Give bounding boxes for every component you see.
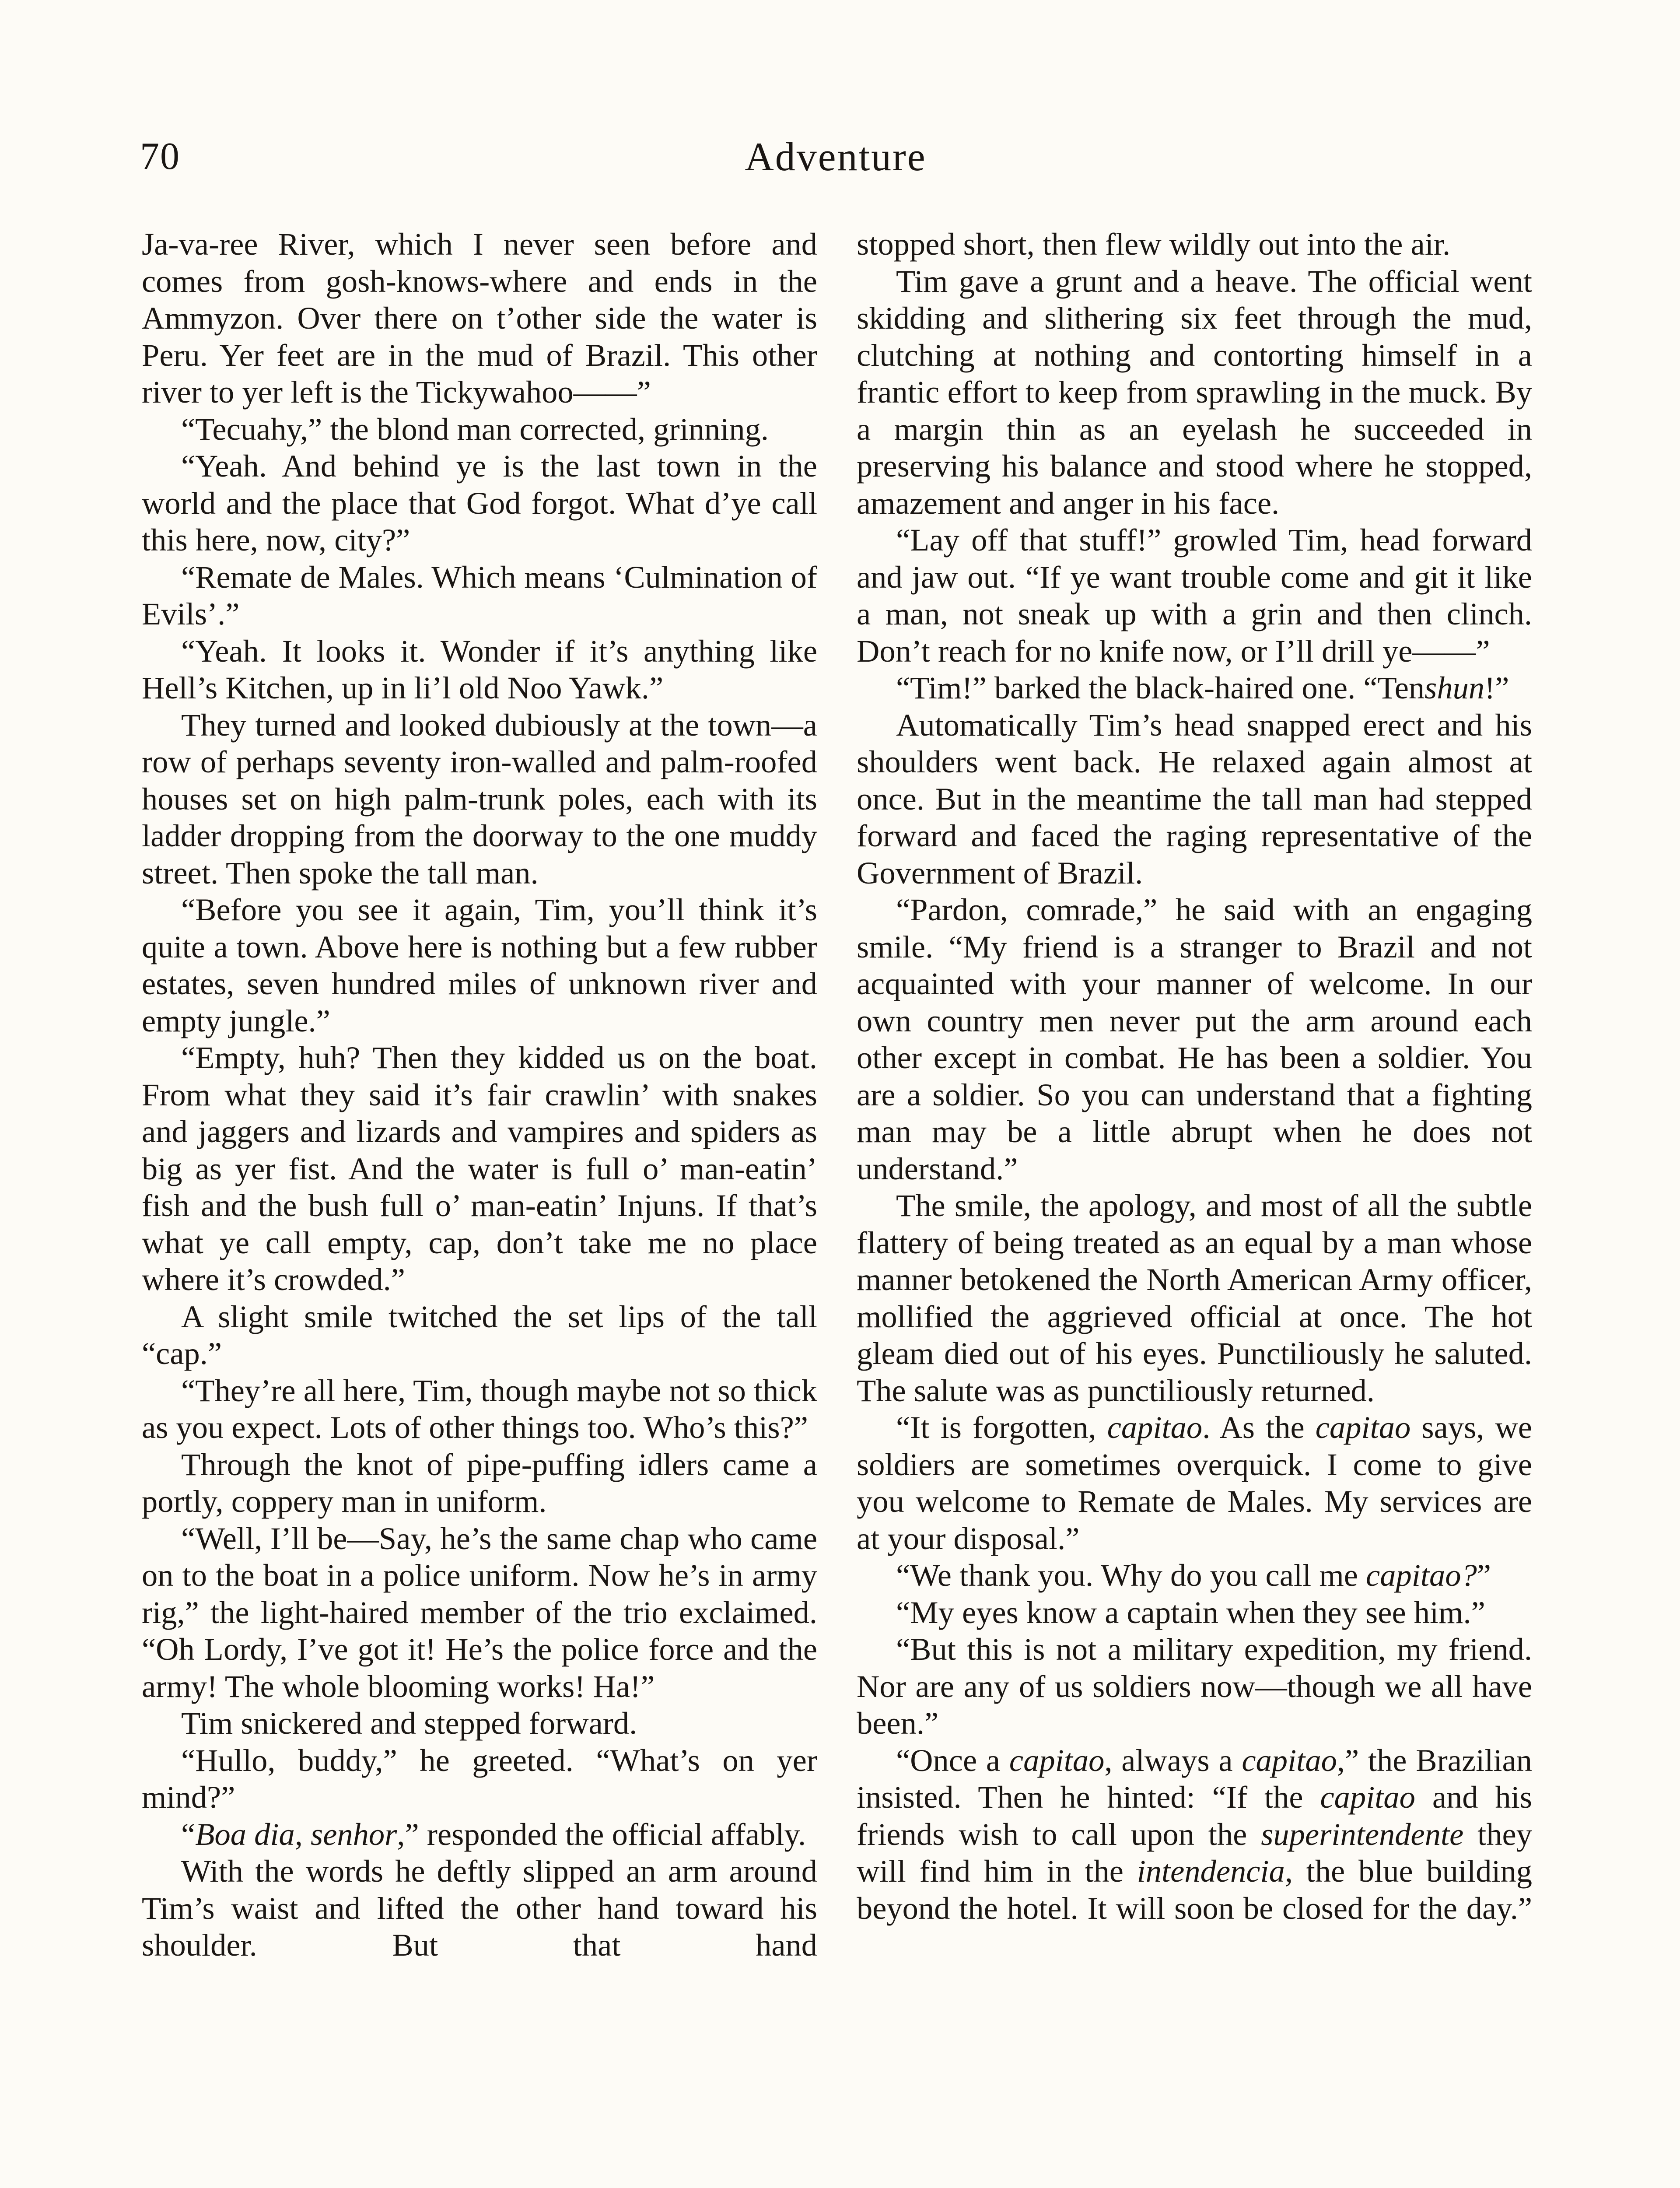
paragraph: stopped short, then flew wildly out into the air. [857, 226, 1451, 262]
page-header [138, 126, 1533, 187]
paragraph: “Boa dia, senhor,” responded the official affably. [181, 1816, 806, 1852]
page-number: 70 [140, 135, 180, 178]
paragraph: Tim gave a grunt and a heave. The official went skidding and slithering six feet through the mud, clutching at nothing and contorting himself in a frantic effort to keep from sprawling in the muck. By a margin thin as an eyelash he succeeded in preserving his balance and stood where he stopped, amazement and anger in his face. [857, 263, 1532, 521]
paragraph: Through the knot of pipe-puffing idlers came a portly, coppery man in uniform. [142, 1446, 817, 1519]
paragraph: “Pardon, comrade,” he said with an engaging smile. “My friend is a stranger to Brazil and not acquainted with your manner of welcome. In our own country men never put the arm around each other except in combat. He has been a soldier. You are a soldier. So you can understand that a fighting man may be a little abrupt when he does not understand.” [857, 892, 1532, 1186]
paragraph: “They’re all here, Tim, though maybe not so thick as you expect. Lots of other things too. Who’s this?” [142, 1372, 817, 1445]
paragraph: Tim snickered and stepped forward. [181, 1705, 637, 1741]
paragraph: “Well, I’ll be—Say, he’s the same chap who came on to the boat in a police uniform. Now he’s in army rig,” the light-haired member of the trio exclaimed. “Oh Lordy, I’ve got it! He’s the police force and the army! The whole blooming works! Ha!” [142, 1520, 817, 1704]
paragraph: “Lay off that stuff!” growled Tim, head forward and jaw out. “If ye want trouble come and git it like a man, not sneak up with a grin and then clinch. Don’t reach for no knife now, or I’ll drill ye——” [857, 522, 1532, 669]
paragraph: A slight smile twitched the set lips of the tall “cap.” [142, 1298, 817, 1371]
paragraph: “It is forgotten, capitao. As the capitao says, we soldiers are sometimes overquick. I come to give you welcome to Remate de Males. My services are at your disposal.” [857, 1410, 1532, 1556]
paragraph: “Hullo, buddy,” he greeted. “What’s on yer mind?” [142, 1742, 817, 1815]
paragraph: “Yeah. It looks it. Wonder if it’s anything like Hell’s Kitchen, up in li’l old Noo Yawk.” [142, 633, 817, 705]
paragraph: “Empty, huh? Then they kidded us on the boat. From what they said it’s fair crawlin’ with snakes and jaggers and lizards and vampires and spiders as big as yer fist. And the water is full o’ man-eatin’ fish and the bush full o’ man-eatin’ Injuns. If that’s what ye call empty, cap, don’t take me no place where it’s crowded.” [142, 1040, 817, 1297]
paragraph: The smile, the apology, and most of all the subtle flattery of being treated as an equal by a man whose manner betokened the North American Army officer, mollified the aggrieved official at once. The hot gleam died out of his eyes. Punctiliously he saluted. The salute was as punctiliously returned. [857, 1188, 1532, 1408]
paragraph: “We thank you. Why do you call me capitao?” [896, 1557, 1491, 1593]
right-column [857, 226, 1532, 1927]
paragraph: “But this is not a military expedition, my friend. Nor are any of us soldiers now—though we all have been.” [857, 1631, 1532, 1741]
paragraph: With the words he deftly slipped an arm around Tim’s waist and lifted the other hand toward his shoulder. But that hand [142, 1853, 817, 1963]
paragraph: “Remate de Males. Which means ‘Culmination of Evils’.” [142, 559, 817, 631]
paragraph: “My eyes know a captain when they see him.” [896, 1594, 1485, 1630]
paragraph: Ja-va-ree River, which I never seen before and comes from gosh-knows-where and ends in the Ammyzon. Over there on t’other side the water is Peru. Yer feet are in the mud of Brazil. This other river to yer left is the Tickywahoo——” [142, 226, 817, 410]
paragraph: “Once a capitao, always a capitao,” the Brazilian insisted. Then he hinted: “If the capitao and his friends wish to call upon the superintendente they will find him in the intendencia, the blue building beyond the hotel. It will soon be closed for the day.” [857, 1742, 1532, 1926]
paragraph: They turned and looked dubiously at the town—a row of perhaps seventy iron-walled and palm-roofed houses set on high palm-trunk poles, each with its ladder dropping from the doorway to the one muddy street. Then spoke the tall man. [142, 707, 817, 891]
left-column [142, 226, 817, 1964]
paragraph: “Yeah. And behind ye is the last town in the world and the place that God forgot. What d’ye call this here, now, city?” [142, 448, 817, 558]
paragraph: “Before you see it again, Tim, you’ll think it’s quite a town. Above here is nothing but a few rubber estates, seven hundred miles of unknown river and empty jungle.” [142, 892, 817, 1038]
paragraph: Automatically Tim’s head snapped erect and his shoulders went back. He relaxed again almost at once. But in the meantime the tall man had stepped forward and faced the raging representative of the Government of Brazil. [857, 707, 1532, 891]
paragraph: “Tim!” barked the black-haired one. “Tenshun!” [896, 670, 1509, 705]
running-title: Adventure [745, 134, 927, 179]
paragraph: “Tecuahy,” the blond man corrected, grinning. [181, 411, 769, 447]
